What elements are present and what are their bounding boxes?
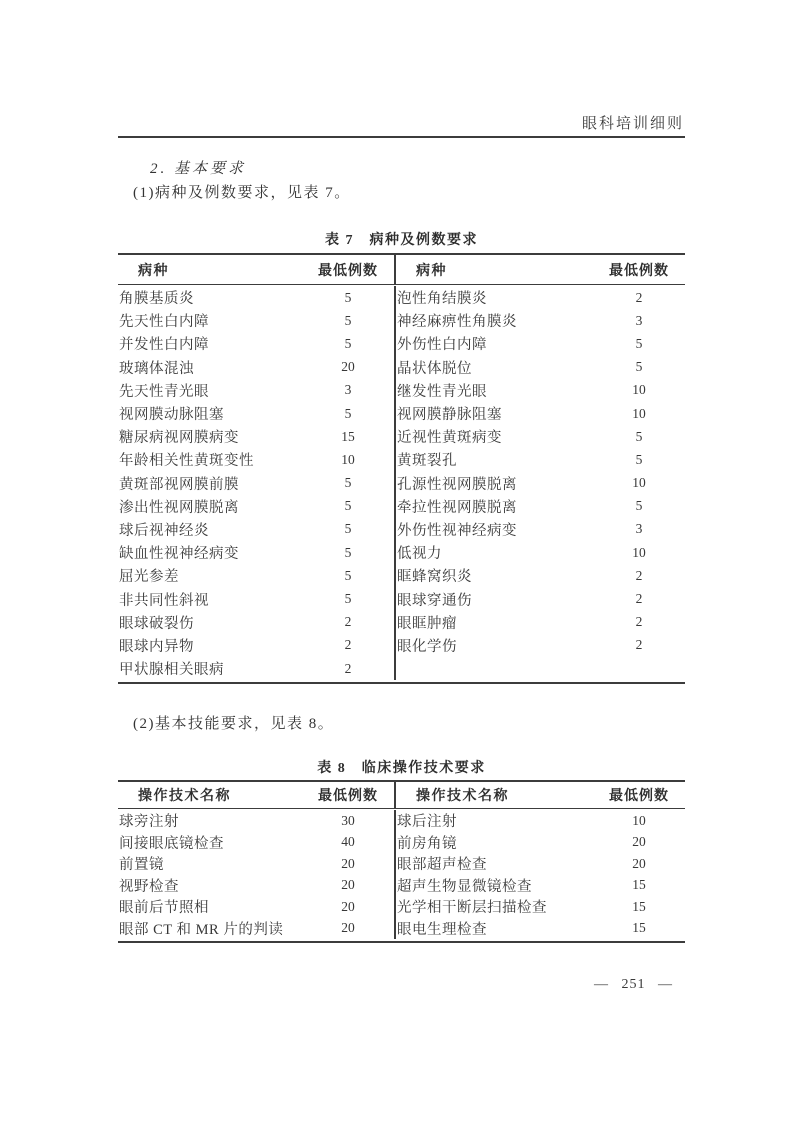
table-row: [396, 448, 685, 471]
disease-name-cell: 眼球破裂伤: [119, 615, 194, 632]
table-row: [396, 495, 685, 518]
technique-name-cell: 眼部 CT 和 MR 片的判读: [119, 921, 284, 938]
min-cases-cell: 5: [635, 359, 643, 375]
min-cases-cell: 30: [341, 812, 355, 828]
table-row: [396, 634, 685, 657]
table7-header-right: [396, 255, 685, 284]
min-cases-cell: 5: [344, 521, 352, 537]
min-cases-cell: 10: [632, 812, 646, 828]
disease-name-cell: 眶蜂窝织炎: [397, 569, 472, 586]
table-row: [118, 657, 394, 680]
table-row: [118, 564, 394, 587]
disease-name-cell: 外伤性白内障: [397, 337, 487, 354]
table8-body-right: [396, 810, 685, 939]
min-cases-cell: 15: [341, 428, 355, 444]
table-row: [396, 518, 685, 541]
min-cases-cell: 5: [635, 428, 643, 444]
table-row: [396, 587, 685, 610]
header-rule: [118, 136, 685, 138]
disease-name-cell: 眼化学伤: [397, 638, 457, 655]
table-row: [396, 918, 685, 940]
disease-name-cell: 低视力: [397, 546, 442, 563]
min-cases-cell: 2: [344, 637, 352, 653]
min-cases-cell: 5: [344, 567, 352, 583]
page-number: — 251 —: [594, 977, 673, 992]
table7-col-min-left: 最低例数: [318, 263, 378, 279]
disease-name-cell: 神经麻痹性角膜炎: [397, 314, 517, 331]
intro-item-2: (2)基本技能要求，见表 8。: [133, 716, 335, 732]
disease-name-cell: 渗出性视网膜脱离: [119, 499, 239, 516]
table-row: [396, 810, 685, 832]
table7-title: 表 7 病种及例数要求: [325, 233, 478, 248]
technique-name-cell: 间接眼底镜检查: [119, 835, 224, 852]
disease-name-cell: 角膜基质炎: [119, 291, 194, 308]
disease-name-cell: 牵拉性视网膜脱离: [397, 499, 517, 516]
table8-col-technique-right: 操作技术名称: [416, 789, 509, 804]
disease-name-cell: 年龄相关性黄斑变性: [119, 453, 254, 470]
min-cases-cell: 2: [344, 614, 352, 630]
table-row: [118, 587, 394, 610]
table-row: [118, 918, 394, 940]
min-cases-cell: 5: [635, 335, 643, 351]
table-row: [396, 332, 685, 355]
table-row: [118, 518, 394, 541]
min-cases-cell: 15: [632, 920, 646, 936]
technique-name-cell: 超声生物显微镜检查: [397, 878, 532, 895]
min-cases-cell: 40: [341, 834, 355, 850]
min-cases-cell: 10: [632, 544, 646, 560]
min-cases-cell: 20: [341, 898, 355, 914]
disease-name-cell: 眼眶肿瘤: [397, 615, 457, 632]
technique-name-cell: 眼电生理检查: [397, 921, 487, 938]
min-cases-cell: 10: [632, 382, 646, 398]
min-cases-cell: 5: [344, 475, 352, 491]
table8-col-min-right: 最低例数: [609, 789, 669, 804]
table7-body-left: [118, 286, 396, 680]
table7-header-left: [118, 255, 396, 284]
table-row: [118, 332, 394, 355]
table7-col-min-right: 最低例数: [609, 263, 669, 279]
min-cases-cell: 20: [341, 359, 355, 375]
disease-name-cell: 眼球内异物: [119, 638, 194, 655]
table-row: [396, 286, 685, 309]
min-cases-cell: 20: [341, 877, 355, 893]
min-cases-cell: 5: [344, 289, 352, 305]
disease-name-cell: 甲状腺相关眼病: [119, 662, 224, 679]
min-cases-cell: 20: [632, 834, 646, 850]
min-cases-cell: 2: [344, 660, 352, 676]
min-cases-cell: 2: [635, 614, 643, 630]
disease-name-cell: 糖尿病视网膜病变: [119, 430, 239, 447]
table-row: [396, 611, 685, 634]
table8-header-left: [118, 782, 396, 808]
disease-name-cell: 玻璃体混浊: [119, 360, 194, 377]
table-row: [118, 472, 394, 495]
table-row: [396, 875, 685, 897]
disease-name-cell: 外伤性视神经病变: [397, 522, 517, 539]
technique-name-cell: 眼前后节照相: [119, 900, 209, 917]
table-row: [118, 495, 394, 518]
technique-name-cell: 前房角镜: [397, 835, 457, 852]
disease-name-cell: 屈光参差: [119, 569, 179, 586]
table-row: [396, 379, 685, 402]
table8: [118, 780, 685, 943]
table-row: [118, 402, 394, 425]
min-cases-cell: 10: [632, 475, 646, 491]
table8-body-left: [118, 810, 396, 939]
table-row: [396, 853, 685, 875]
disease-name-cell: 先天性白内障: [119, 314, 209, 331]
table-row: [396, 402, 685, 425]
table8-title: 表 8 临床操作技术要求: [317, 761, 486, 776]
min-cases-cell: 3: [344, 382, 352, 398]
table-row: [118, 356, 394, 379]
min-cases-cell: 2: [635, 289, 643, 305]
min-cases-cell: 5: [344, 591, 352, 607]
min-cases-cell: 2: [635, 567, 643, 583]
disease-name-cell: 黄斑部视网膜前膜: [119, 476, 239, 493]
table-row: [396, 356, 685, 379]
table-row: [118, 611, 394, 634]
table7-body-right: [396, 286, 685, 680]
disease-name-cell: 继发性青光眼: [397, 383, 487, 400]
min-cases-cell: 20: [341, 855, 355, 871]
min-cases-cell: 20: [632, 855, 646, 871]
technique-name-cell: 球旁注射: [119, 814, 179, 831]
table-row: [118, 448, 394, 471]
table-row: [118, 309, 394, 332]
table-row: [396, 896, 685, 918]
table-row: [118, 425, 394, 448]
technique-name-cell: 视野检查: [119, 878, 179, 895]
table7-header-row: [118, 255, 685, 285]
min-cases-cell: 5: [344, 312, 352, 328]
technique-name-cell: 球后注射: [397, 814, 457, 831]
table-row: [118, 541, 394, 564]
table-row: [118, 286, 394, 309]
disease-name-cell: 视网膜静脉阻塞: [397, 407, 502, 424]
min-cases-cell: 5: [635, 451, 643, 467]
table-row: [118, 810, 394, 832]
table7-body: [118, 285, 685, 682]
min-cases-cell: 3: [635, 521, 643, 537]
table-row: [396, 309, 685, 332]
min-cases-cell: 5: [344, 405, 352, 421]
min-cases-cell: 5: [635, 498, 643, 514]
disease-name-cell: 先天性青光眼: [119, 383, 209, 400]
technique-name-cell: 眼部超声检查: [397, 857, 487, 874]
disease-name-cell: 视网膜动脉阻塞: [119, 407, 224, 424]
table-row: [396, 541, 685, 564]
intro-item-1: (1)病种及例数要求，见表 7。: [133, 185, 351, 201]
table-row: [118, 875, 394, 897]
technique-name-cell: 前置镜: [119, 857, 164, 874]
table-row: [396, 564, 685, 587]
disease-name-cell: 晶状体脱位: [397, 360, 472, 377]
table-row: [118, 634, 394, 657]
table8-col-min-left: 最低例数: [318, 789, 378, 804]
min-cases-cell: 5: [344, 498, 352, 514]
table-row: [396, 425, 685, 448]
min-cases-cell: 20: [341, 920, 355, 936]
table-row: [118, 379, 394, 402]
min-cases-cell: 10: [341, 451, 355, 467]
min-cases-cell: 15: [632, 877, 646, 893]
min-cases-cell: 15: [632, 898, 646, 914]
min-cases-cell: 3: [635, 312, 643, 328]
table-row: [396, 472, 685, 495]
table7-col-disease-left: 病种: [138, 263, 169, 279]
min-cases-cell: 5: [344, 544, 352, 560]
disease-name-cell: 球后视神经炎: [119, 522, 209, 539]
disease-name-cell: 近视性黄斑病变: [397, 430, 502, 447]
table8-header-row: [118, 782, 685, 809]
technique-name-cell: 光学相干断层扫描检查: [397, 900, 547, 917]
section-heading: 2. 基本要求: [150, 161, 247, 177]
table8-body: [118, 809, 685, 941]
min-cases-cell: 10: [632, 405, 646, 421]
disease-name-cell: 眼球穿通伤: [397, 592, 472, 609]
disease-name-cell: 并发性白内障: [119, 337, 209, 354]
min-cases-cell: 2: [635, 637, 643, 653]
disease-name-cell: 孔源性视网膜脱离: [397, 476, 517, 493]
table-row: [118, 853, 394, 875]
min-cases-cell: 2: [635, 591, 643, 607]
disease-name-cell: 缺血性视神经病变: [119, 546, 239, 563]
table8-col-technique-left: 操作技术名称: [138, 789, 231, 804]
table8-header-right: [396, 782, 685, 808]
running-header-title: 眼科培训细则: [581, 116, 684, 132]
disease-name-cell: 泡性角结膜炎: [397, 291, 487, 308]
disease-name-cell: 黄斑裂孔: [397, 453, 457, 470]
min-cases-cell: 5: [344, 335, 352, 351]
table-row: [118, 896, 394, 918]
table-row: [118, 832, 394, 854]
table-row: [396, 832, 685, 854]
disease-name-cell: 非共同性斜视: [119, 592, 209, 609]
table7-col-disease-right: 病种: [416, 263, 447, 279]
table7: [118, 253, 685, 684]
